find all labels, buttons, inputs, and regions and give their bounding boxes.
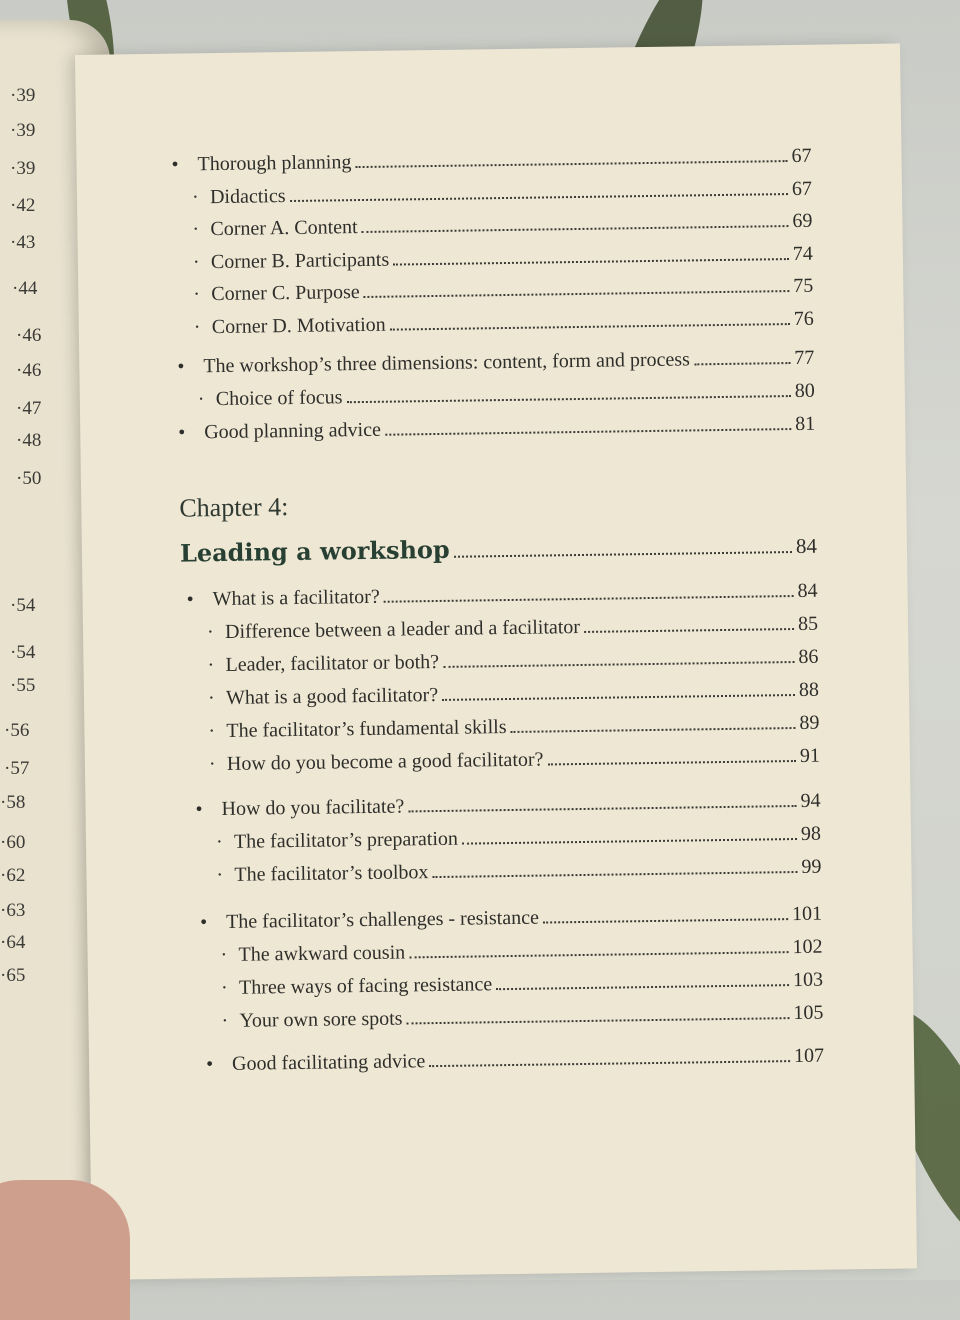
- toc-list: [75, 43, 917, 1279]
- toc-entry-label: The facilitator’s fundamental skills: [226, 716, 507, 742]
- toc-page-number: 94: [800, 789, 821, 812]
- small-dot-bullet-icon: ·: [193, 283, 201, 306]
- toc-entry-label: Leader, facilitator or both?: [225, 650, 440, 676]
- toc-page-number: 67: [791, 144, 812, 168]
- dot-leader: [362, 225, 789, 233]
- left-page-number: ·54: [10, 595, 36, 616]
- toc-entry-label: Corner C. Purpose: [211, 281, 360, 306]
- toc-subentry: [193, 242, 813, 274]
- dot-leader: [290, 193, 788, 202]
- toc-entry-label: Corner B. Participants: [210, 248, 390, 273]
- toc-page-number: 86: [798, 645, 819, 668]
- left-page-number: ·56: [4, 720, 30, 741]
- toc-page-number: 103: [792, 968, 824, 992]
- bullet-icon: •: [199, 911, 208, 934]
- small-dot-bullet-icon: ·: [191, 185, 199, 208]
- chapter-title: Leading a workshop: [179, 534, 450, 568]
- toc-page-number: 99: [801, 855, 822, 878]
- bullet-icon: •: [171, 153, 179, 176]
- dot-leader: [511, 727, 796, 733]
- toc-entry-label: Difference between a leader and a facilitator: [224, 616, 581, 643]
- left-page-number: ·47: [16, 398, 42, 419]
- toc-entry: [200, 903, 822, 935]
- toc-page-number: 80: [794, 379, 815, 402]
- small-dot-bullet-icon: ·: [220, 976, 228, 1000]
- toc-entry-label: The facilitator’s preparation: [233, 827, 459, 853]
- toc-page-number: 85: [797, 612, 819, 635]
- toc-page-number: 91: [799, 744, 821, 767]
- left-page-number: ·54: [10, 642, 36, 663]
- dot-leader: [433, 871, 798, 878]
- left-page-number: ·44: [12, 278, 38, 299]
- left-page-number: ·42: [10, 195, 36, 216]
- dot-leader: [429, 1060, 790, 1067]
- toc-entry-label: Good facilitating advice: [231, 1050, 426, 1075]
- small-dot-bullet-icon: ·: [221, 1009, 229, 1033]
- toc-subentry: [192, 177, 812, 209]
- toc-entry: [186, 580, 817, 612]
- toc-entry-label: How do you facilitate?: [221, 795, 405, 821]
- dot-leader: [443, 661, 794, 668]
- toc-page-number: 74: [792, 242, 813, 265]
- left-page-number: ·60: [0, 832, 26, 853]
- dot-leader: [385, 428, 791, 436]
- dot-leader: [347, 395, 791, 403]
- dot-leader: [496, 984, 789, 990]
- toc-entry: [171, 145, 811, 177]
- left-page-number: ·50: [16, 468, 42, 489]
- small-dot-bullet-icon: ·: [215, 831, 223, 854]
- small-dot-bullet-icon: ·: [192, 250, 200, 273]
- toc-entry-label: The facilitator’s toolbox: [234, 861, 429, 886]
- thumb: [0, 1180, 130, 1320]
- dot-leader: [442, 694, 795, 701]
- left-page-number: ·57: [4, 758, 30, 779]
- dot-leader: [548, 760, 796, 765]
- left-page-number: ·65: [0, 965, 26, 986]
- dot-leader: [694, 362, 790, 365]
- bullet-icon: •: [177, 355, 185, 378]
- left-page-number: ·62: [0, 865, 26, 886]
- toc-entry-label: Three ways of facing resistance: [238, 973, 493, 999]
- small-dot-bullet-icon: ·: [208, 720, 216, 743]
- toc-entry-label: Good planning advice: [204, 418, 382, 444]
- toc-subentry: [209, 745, 820, 777]
- dot-leader: [454, 551, 792, 558]
- dot-leader: [364, 290, 790, 298]
- toc-page-number: 84: [795, 533, 818, 558]
- toc-page-number: 88: [798, 678, 820, 701]
- chapter-title-entry: [180, 530, 817, 568]
- table-of-contents-page: [75, 43, 917, 1279]
- toc-subentry: [198, 380, 815, 412]
- dot-leader: [393, 258, 789, 266]
- small-dot-bullet-icon: ·: [193, 315, 201, 338]
- toc-entry-label: How do you become a good facilitator?: [226, 748, 544, 775]
- toc-subentry: [221, 969, 823, 1000]
- toc-page-number: 76: [793, 307, 814, 330]
- left-page-number: ·39: [10, 85, 36, 106]
- dot-leader: [409, 951, 788, 958]
- left-page-number: ·64: [0, 932, 26, 953]
- toc-page-number: 81: [795, 412, 816, 435]
- small-dot-bullet-icon: ·: [220, 943, 228, 967]
- small-dot-bullet-icon: ·: [192, 218, 200, 241]
- toc-entry-label: Corner D. Motivation: [211, 313, 386, 338]
- toc-entry-label: Choice of focus: [215, 386, 343, 411]
- dot-leader: [407, 1017, 790, 1024]
- toc-page-number: 107: [793, 1044, 825, 1068]
- toc-entry-label: Corner A. Content: [210, 216, 358, 241]
- toc-page-number: 75: [793, 274, 814, 297]
- toc-subentry: [194, 307, 814, 339]
- left-page-number: ·48: [16, 430, 42, 451]
- toc-subentry: [216, 856, 821, 887]
- toc-entry-label: The workshop’s three dimensions: content, form and process: [203, 348, 691, 378]
- toc-page-number: 77: [794, 346, 815, 369]
- toc-entry-label: The awkward cousin: [238, 941, 406, 966]
- toc-entry-label: The facilitator’s challenges - resistance: [225, 906, 540, 933]
- toc-subentry: [208, 712, 819, 744]
- toc-entry: [177, 347, 814, 379]
- bullet-icon: •: [205, 1053, 214, 1076]
- toc-page-number: 105: [793, 1001, 824, 1025]
- bullet-icon: •: [178, 421, 186, 444]
- toc-entry: [178, 413, 815, 445]
- toc-subentry: [216, 823, 821, 854]
- left-page-number: ·39: [10, 120, 36, 141]
- chapter-label: Chapter 4:: [179, 492, 289, 523]
- bullet-icon: •: [195, 798, 203, 821]
- toc-subentry: [208, 679, 819, 711]
- small-dot-bullet-icon: ·: [207, 687, 215, 710]
- toc-page-number: 84: [797, 579, 818, 602]
- toc-page-number: 89: [799, 711, 820, 734]
- toc-page-number: 102: [792, 935, 823, 959]
- left-page-number: ·46: [16, 325, 42, 346]
- toc-subentry: [207, 646, 818, 678]
- dot-leader: [408, 805, 796, 812]
- toc-subentry: [193, 275, 813, 307]
- bullet-icon: •: [186, 588, 194, 611]
- toc-entry-label: Your own sore spots: [239, 1007, 403, 1032]
- toc-entry-label: What is a facilitator?: [212, 585, 380, 611]
- toc-entry: [195, 790, 820, 822]
- left-page-number: ·55: [10, 675, 36, 696]
- dot-leader: [355, 160, 787, 168]
- dot-leader: [384, 595, 794, 603]
- toc-page-number: 67: [791, 177, 813, 200]
- small-dot-bullet-icon: ·: [208, 753, 216, 776]
- dot-leader: [390, 323, 790, 331]
- toc-entry-label: What is a good facilitator?: [225, 683, 439, 709]
- toc-subentry: [207, 613, 818, 645]
- left-page-number: ·63: [0, 900, 26, 921]
- left-page-number: ·58: [0, 792, 26, 813]
- left-page-number: ·43: [10, 232, 36, 253]
- toc-page-number: 69: [792, 209, 813, 232]
- dot-leader: [462, 838, 797, 845]
- small-dot-bullet-icon: ·: [207, 654, 215, 677]
- left-page-number: ·46: [16, 360, 42, 381]
- toc-entry-label: Didactics: [209, 184, 286, 208]
- toc-subentry: [220, 936, 822, 967]
- small-dot-bullet-icon: ·: [216, 864, 224, 887]
- toc-entry: [206, 1045, 824, 1077]
- dot-leader: [543, 918, 788, 923]
- toc-page-number: 101: [791, 902, 823, 926]
- toc-subentry: [192, 210, 812, 242]
- small-dot-bullet-icon: ·: [206, 621, 214, 644]
- dot-leader: [584, 628, 794, 633]
- toc-entry-label: Thorough planning: [197, 151, 352, 176]
- small-dot-bullet-icon: ·: [197, 388, 205, 411]
- toc-page-number: 98: [800, 822, 822, 845]
- left-page-number: ·39: [10, 158, 36, 179]
- toc-subentry: [221, 1002, 823, 1033]
